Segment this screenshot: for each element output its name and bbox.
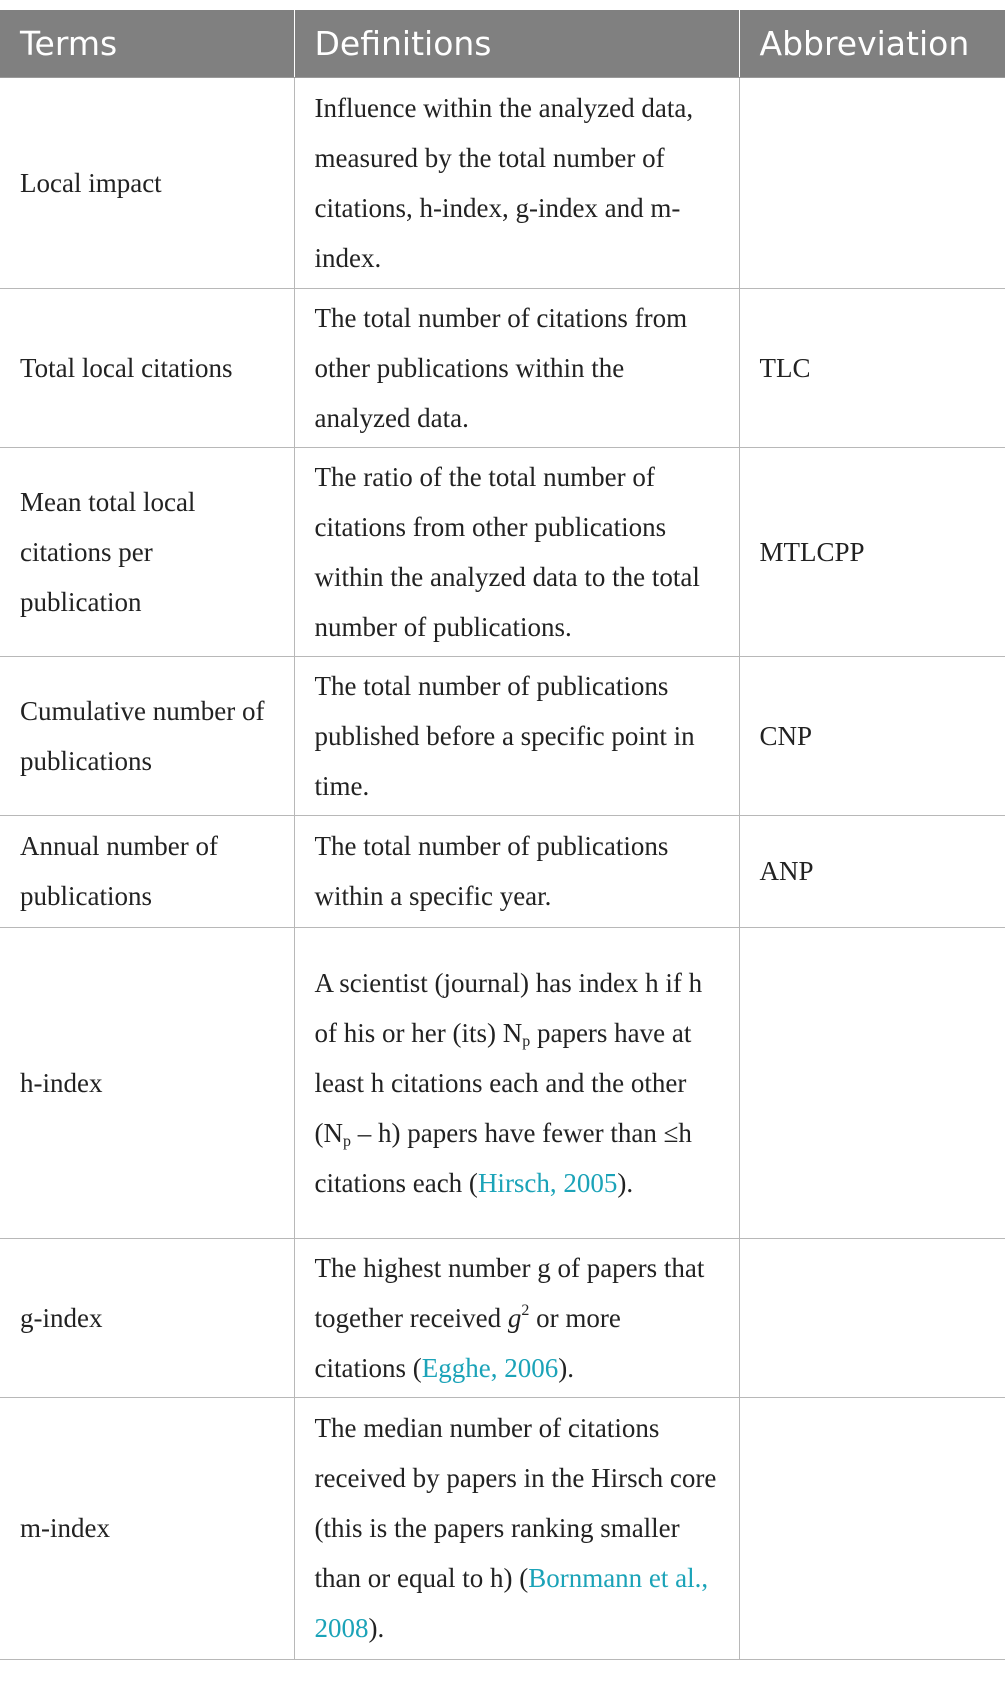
abbreviation-cell: [739, 1397, 1005, 1659]
header-definitions: Definitions: [294, 10, 739, 77]
citation-link[interactable]: Hirsch, 2005: [477, 1167, 618, 1198]
header-row: [0, 10, 1005, 77]
definition-cell: [294, 1397, 739, 1659]
table-row: [0, 1397, 1005, 1659]
abbreviation-cell: CNP: [739, 656, 1005, 815]
abbreviation-cell: MTLCPP: [739, 447, 1005, 656]
definitions-table: [0, 10, 1005, 1660]
subscript-p: p: [522, 1032, 531, 1050]
term-cell: h-index: [0, 927, 294, 1238]
definition-text: – h) papers have fewer than ≤h citations each (: [314, 1117, 692, 1198]
definition-text: ).: [368, 1613, 385, 1643]
definition-text: ).: [558, 1352, 574, 1383]
table-row: [0, 927, 1005, 1238]
definition-cell: The total number of publications within a specific year.: [294, 815, 739, 927]
definition-cell: The ratio of the total number of citations from other publications within the analyzed data to the total number of publications.: [294, 447, 739, 656]
definition-text: The median number of citations received by papers in the Hirsch core (this is the papers ranking smaller than or equal to h) (: [314, 1413, 717, 1593]
subscript-p: p: [343, 1132, 351, 1150]
header-abbreviation: Abbreviation: [739, 10, 1005, 77]
abbreviation-cell: [739, 77, 1005, 288]
table-row: [0, 77, 1005, 288]
italic-g: g: [507, 1302, 522, 1333]
table-row: [0, 447, 1005, 656]
term-cell: Mean total local citations per publication: [0, 447, 294, 656]
term-cell: Total local citations: [0, 288, 294, 447]
header-terms: Terms: [0, 10, 294, 77]
definition-cell: Influence within the analyzed data, measured by the total number of citations, h-index, g-index and m-index.: [294, 77, 739, 288]
definition-text: The highest number g of papers that together received: [314, 1252, 705, 1333]
definition-text: A scientist (journal) has index h if h of his or her (its) N: [314, 967, 703, 1048]
term-cell: Cumulative number of publications: [0, 656, 294, 815]
table-row: [0, 815, 1005, 927]
definition-cell: [294, 1238, 739, 1397]
definition-cell: [294, 927, 739, 1238]
term-cell: Annual number of publications: [0, 815, 294, 927]
term-cell: Local impact: [0, 77, 294, 288]
definition-text: ).: [617, 1167, 634, 1198]
definition-text: papers have at least h citations each and the other (N: [314, 1017, 692, 1148]
term-cell: m-index: [0, 1397, 294, 1659]
abbreviation-cell: [739, 1238, 1005, 1397]
definition-cell: The total number of citations from other publications within the analyzed data.: [294, 288, 739, 447]
abbreviation-cell: [739, 927, 1005, 1238]
superscript-2: 2: [521, 1301, 530, 1319]
definition-cell: The total number of publications published before a specific point in time.: [294, 656, 739, 815]
abbreviation-cell: TLC: [739, 288, 1005, 447]
citation-link[interactable]: Egghe, 2006: [421, 1352, 559, 1383]
table-row: [0, 1238, 1005, 1397]
citation-link[interactable]: Bornmann et al., 2008: [314, 1563, 709, 1643]
definition-text: or more citations (: [314, 1302, 621, 1383]
table-row: [0, 288, 1005, 447]
table-row: [0, 656, 1005, 815]
abbreviation-cell: ANP: [739, 815, 1005, 927]
term-cell: g-index: [0, 1238, 294, 1397]
